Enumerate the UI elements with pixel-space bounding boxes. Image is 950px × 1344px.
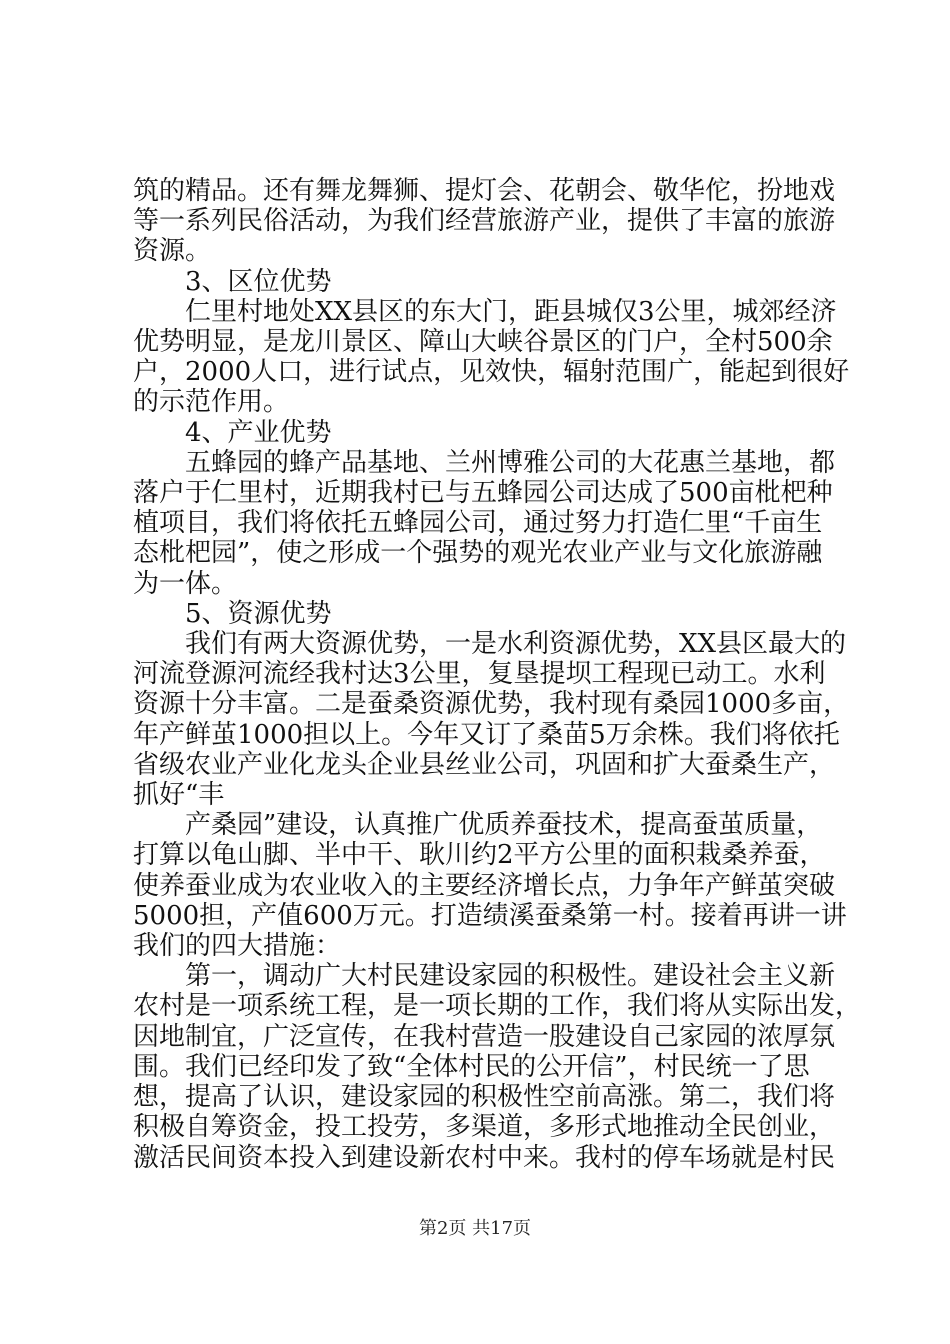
text-line: 为一体。 [133,568,238,599]
text-line: 抓好“丰 [133,780,225,811]
text-line: 的示范作用。 [133,387,290,418]
text-line: 资源十分丰富。二是蚕桑资源优势，我村现有桑园1000多亩， [133,689,850,720]
text-line: 省级农业产业化龙头企业县丝业公司，巩固和扩大蚕桑生产， [133,749,836,780]
text-line: 打算以龟山脚、半中干、耿川约2平方公里的面积栽桑养蚕， [133,840,826,871]
body-text [133,176,862,1173]
text-line: 等一系列民俗活动，为我们经营旅游产业，提供了丰富的旅游 [133,206,836,237]
text-line: 激活民间资本投入到建设新农村中来。我村的停车场就是村民 [133,1142,836,1173]
text-line: 态枇杷园”，使之形成一个强势的观光农业产业与文化旅游融 [133,538,823,569]
text-line: 河流登源河流经我村达3公里，复垦提坝工程现已动工。水利 [133,659,826,690]
text-line: 积极自筹资金，投工投劳，多渠道，多形式地推动全民创业， [133,1112,836,1143]
text-line: 资源。 [133,236,212,267]
text-line: 筑的精品。还有舞龙舞狮、提灯会、花朝会、敬华佗，扮地戏 [133,176,836,206]
text-line: 因地制宜，广泛宣传，在我村营造一股建设自己家园的浓厚氛 [133,1021,836,1052]
text-line: 植项目，我们将依托五蜂园公司，通过努力打造仁里“千亩生 [133,508,823,539]
text-line: 产桑园”建设，认真推广优质养蚕技术，提高蚕茧质量， [133,810,823,841]
text-line: 5000担，产值600万元。打造绩溪蚕桑第一村。接着再讲一讲 [133,900,847,931]
text-line: 我们的四大措施： [133,931,342,962]
text-line: 年产鲜茧1000担以上。今年又订了桑苗5万余株。我们将依托 [133,719,840,750]
text-line: 5、资源优势 [133,598,332,629]
text-line: 我们有两大资源优势，一是水利资源优势，XX县区最大的 [133,629,847,660]
text-line: 落户于仁里村，近期我村已与五蜂园公司达成了500亩枇杷种 [133,478,833,509]
text-line: 户，2000人口，进行试点，见效快，辐射范围广，能起到很好 [133,357,850,388]
text-line: 使养蚕业成为农业收入的主要经济增长点，力争年产鲜茧突破 [133,870,836,901]
text-line: 围。我们已经印发了致“全体村民的公开信”，村民统一了思 [133,1051,810,1082]
text-line: 仁里村地处XX县区的东大门，距县城仅3公里，城郊经济 [133,296,837,327]
text-line: 农村是一项系统工程，是一项长期的工作，我们将从实际出发， [133,991,862,1022]
text-line: 3、区位优势 [133,266,332,297]
text-line: 五蜂园的蜂产品基地、兰州博雅公司的大花惠兰基地，都 [133,447,836,478]
text-line: 第一，调动广大村民建设家园的积极性。建设社会主义新 [133,961,836,992]
text-line: 优势明显，是龙川景区、障山大峡谷景区的门户，全村500余 [133,327,833,358]
page-footer: 第2页 共17页 [418,1218,532,1239]
text-line: 想，提高了认识，建设家园的积极性空前高涨。第二，我们将 [133,1082,836,1113]
text-line: 4、产业优势 [133,417,332,448]
